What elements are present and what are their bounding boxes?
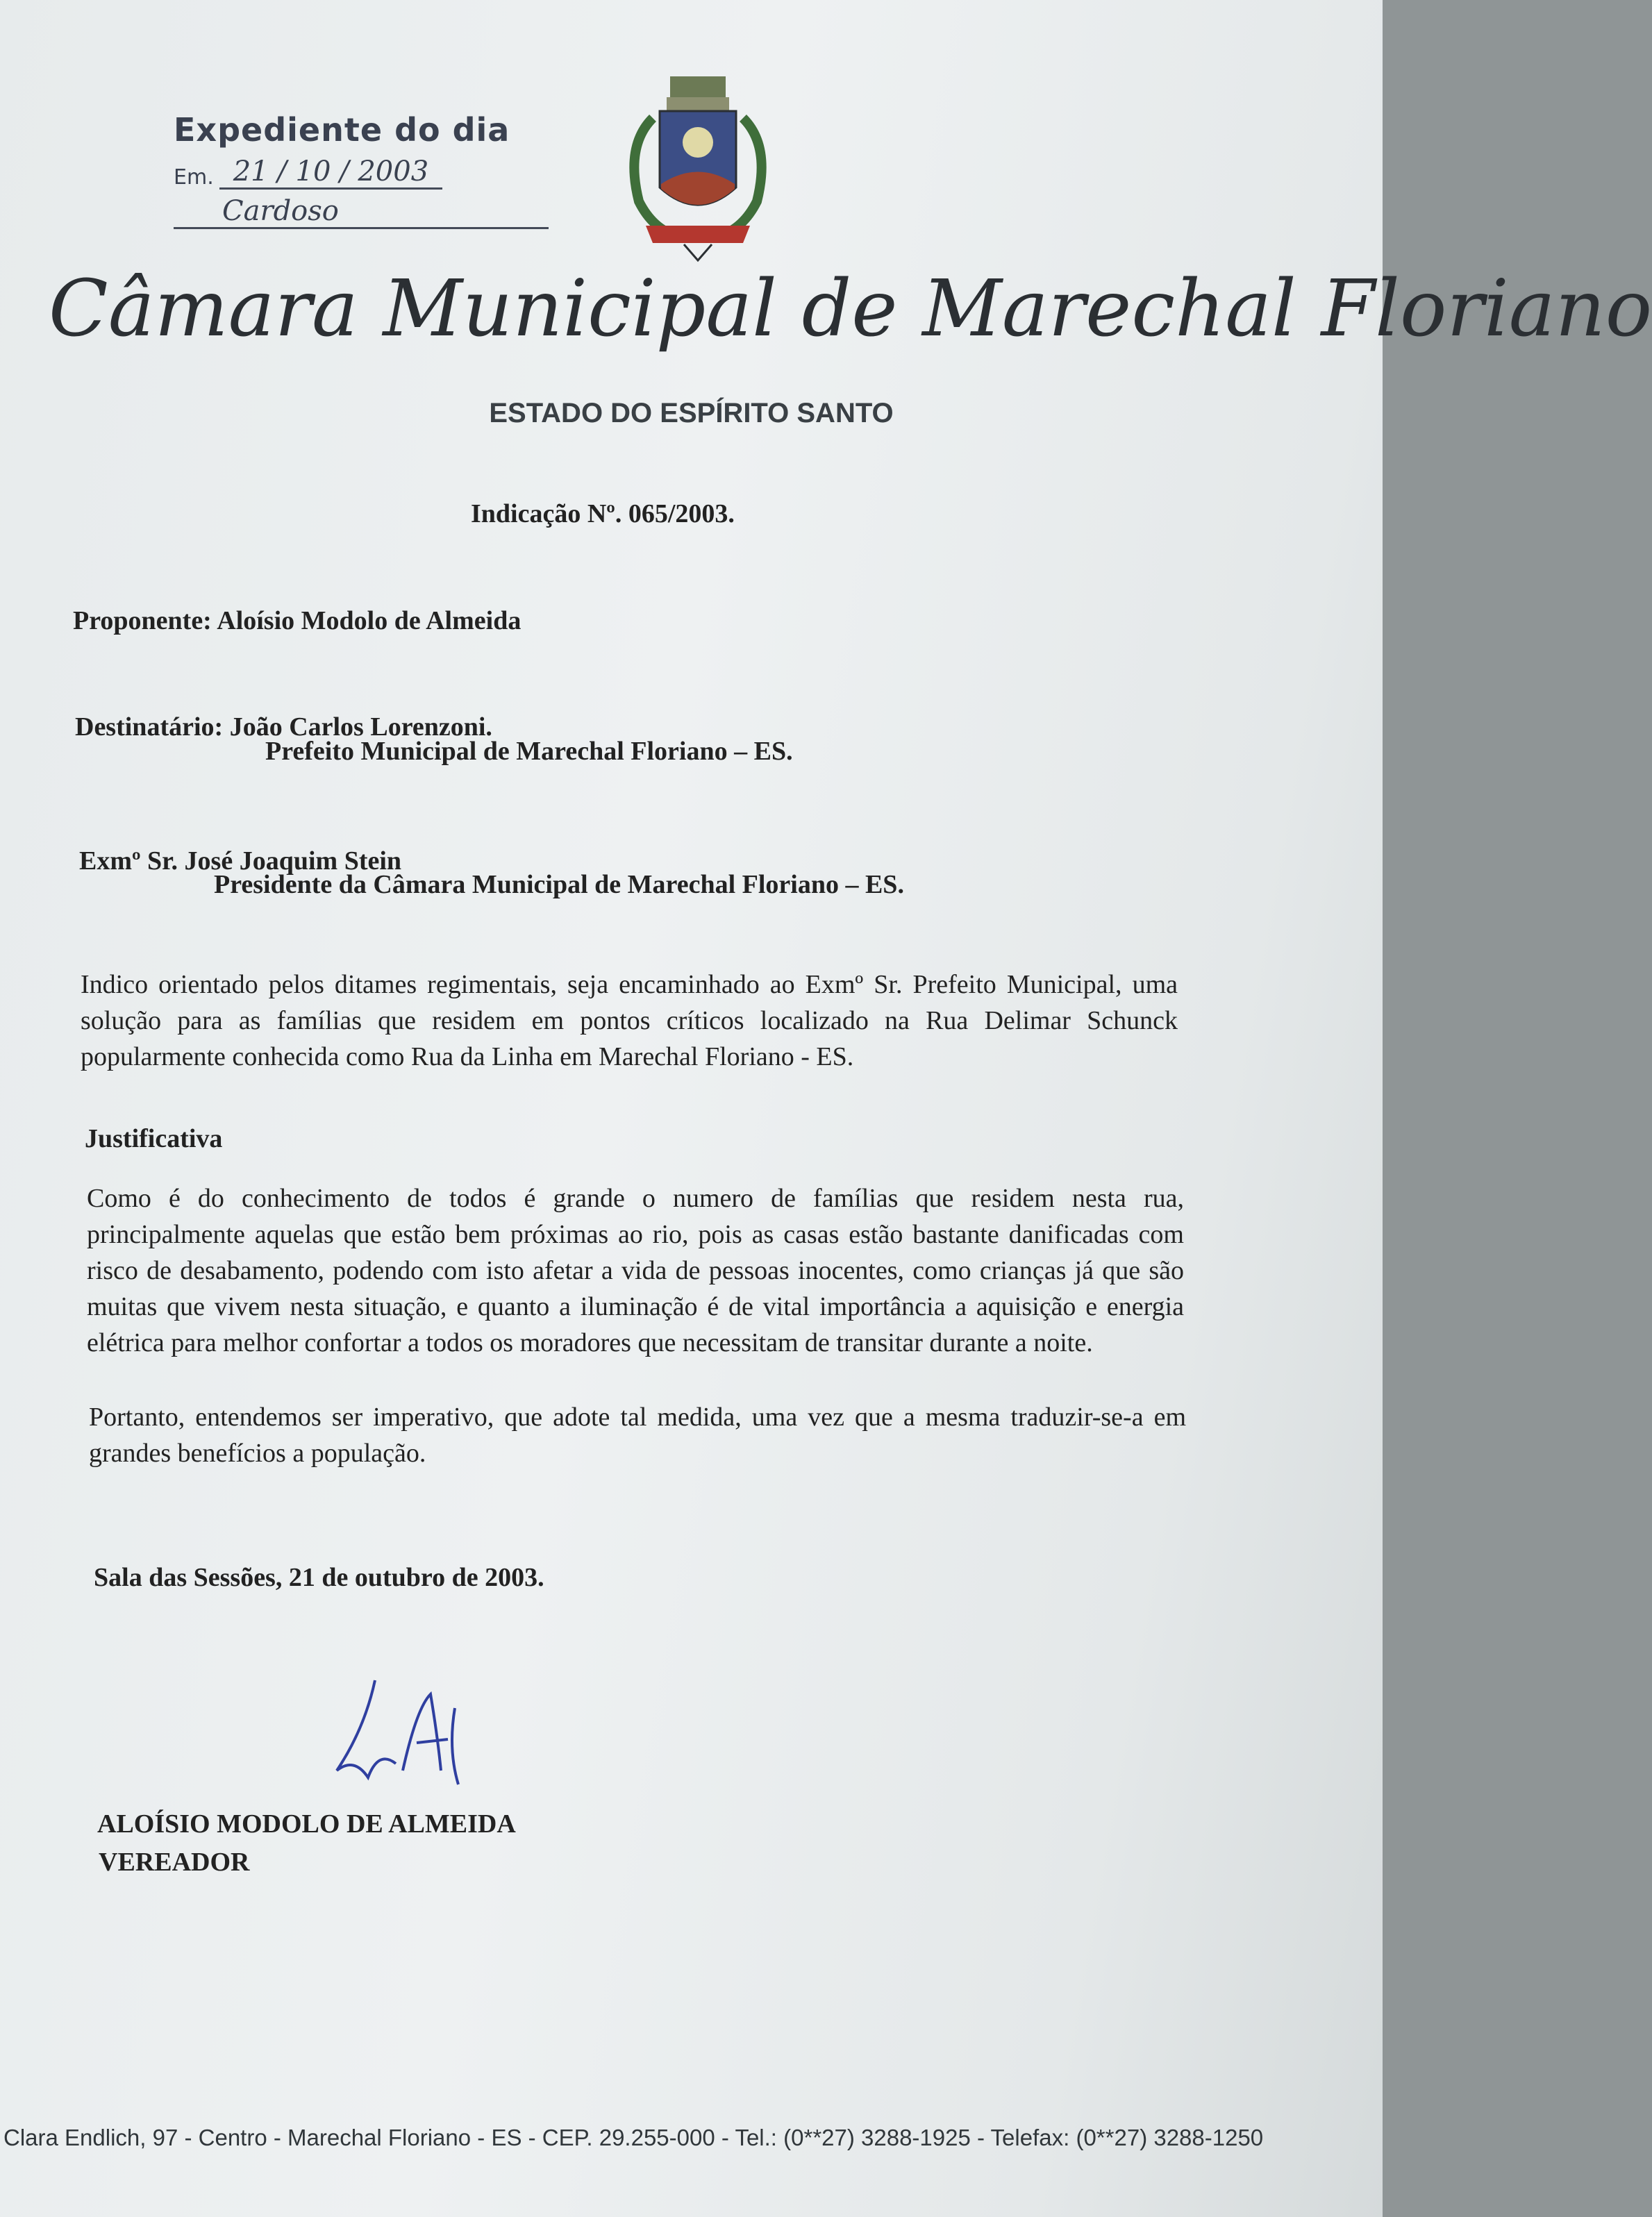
municipal-coat-of-arms-icon bbox=[611, 62, 785, 264]
page-title: Câmara Municipal de Marechal Floriano bbox=[49, 264, 1652, 354]
signer-role: VEREADOR bbox=[99, 1848, 250, 1877]
stamp-signature: Cardoso bbox=[174, 195, 549, 229]
handwritten-signature bbox=[326, 1666, 486, 1805]
stamp-title: Expediente do dia bbox=[174, 111, 510, 149]
stamp-em-label: Em bbox=[174, 165, 208, 190]
destinatario-label: Destinatário: bbox=[75, 712, 224, 742]
destinatario-name: João Carlos Lorenzoni. bbox=[229, 712, 492, 742]
destinatario-role: Prefeito Municipal de Marechal Floriano – ES. bbox=[265, 737, 793, 766]
exm-role: Presidente da Câmara Municipal de Marechal Floriano – ES. bbox=[214, 870, 904, 899]
footer-address: Clara Endlich, 97 - Centro - Marechal Floriano - ES - CEP. 29.255-000 - Tel.: (0**27) 3288-1925 - Telefax: (0**27) 3288-1250 bbox=[3, 2125, 1264, 2150]
justificativa-heading: Justificativa bbox=[85, 1124, 223, 1153]
indicacao-number: Indicação Nº. 065/2003. bbox=[471, 499, 735, 528]
justificativa-paragraph-1: Como é do conhecimento de todos é grande o numero de famílias que residem nesta rua, principalmente aquelas que estão bem próximas ao rio, pois as casas estão bastante danificadas com risco de desabamento, podendo com isto afetar a vida de pessoas inocentes, como crianças já que são muitas que vivem nesta situação, e quanto a iluminação é de vital importância a aquisição e energia elétrica para melhor confortar a todos os moradores que necessitam de transitar durante a noite. bbox=[87, 1184, 1184, 1357]
justificativa-paragraph-2: Portanto, entendemos ser imperativo, que adote tal medida, uma vez que a mesma traduzir-se-a em grandes benefícios a população. bbox=[89, 1403, 1186, 1468]
session-date: Sala das Sessões, 21 de outubro de 2003. bbox=[94, 1563, 544, 1592]
proponente-label: Proponente: bbox=[73, 606, 212, 635]
proponente-name: Aloísio Modolo de Almeida bbox=[217, 606, 522, 635]
stamp-date: 21 / 10 / 2003 bbox=[219, 156, 442, 190]
signer-name: ALOÍSIO MODOLO DE ALMEIDA bbox=[97, 1809, 516, 1839]
receipt-stamp: Expediente do dia Em . 21 / 10 / 2003 Cardoso bbox=[174, 111, 549, 229]
state-subtitle: ESTADO DO ESPÍRITO SANTO bbox=[489, 398, 894, 428]
indication-body: Indico orientado pelos ditames regimentais, seja encaminhado ao Exmº Sr. Prefeito Municipal, uma solução para as famílias que residem em pontos críticos localizado na Rua Delimar Schunck popularmente conhecida como Rua da Linha em Marechal Floriano - ES. bbox=[81, 970, 1178, 1071]
proponente-line bbox=[73, 605, 521, 636]
exm-name: Exmº Sr. José Joaquim Stein bbox=[79, 846, 402, 876]
